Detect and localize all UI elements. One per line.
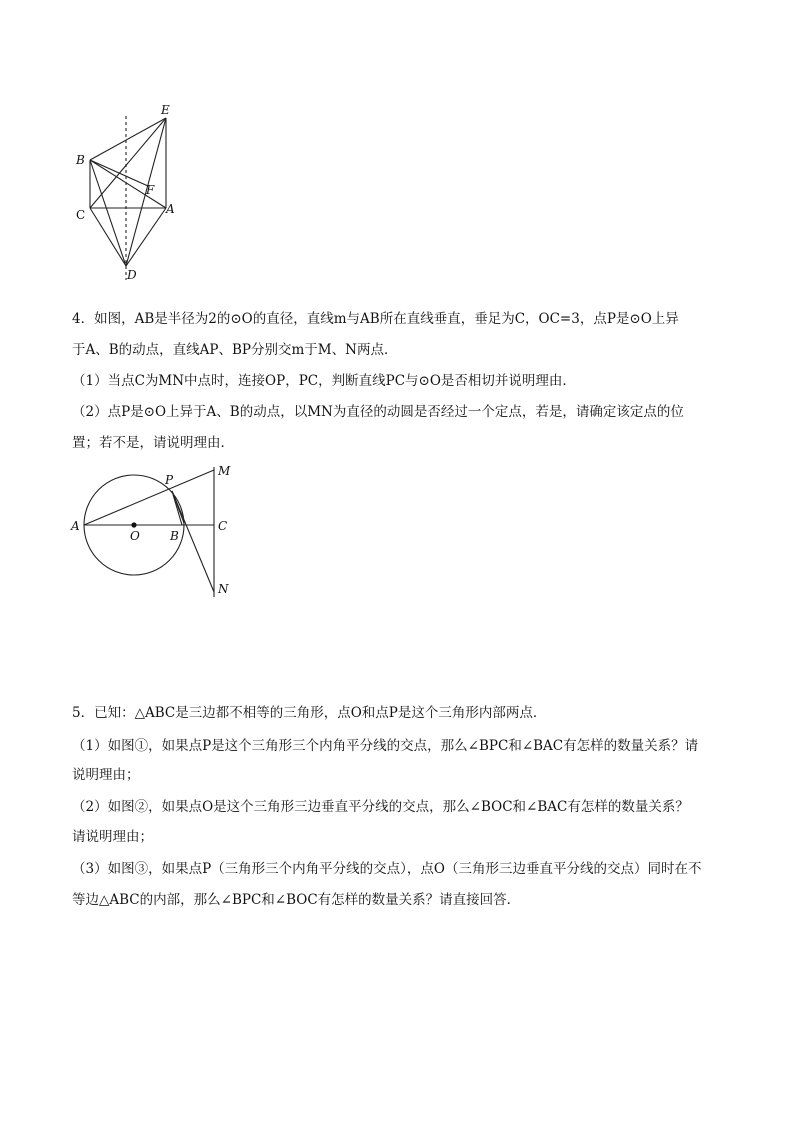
label-A: A — [71, 519, 80, 533]
q4-line-2: 于A、B的动点，直线AP、BP分别交m于M、N两点． — [72, 342, 398, 358]
center-dot-O — [131, 522, 136, 527]
label-E: E — [161, 103, 170, 117]
label-C: C — [76, 208, 86, 222]
q5-line-4: （2）如图②，如果点O是这个三角形三边垂直平分线的交点，那么∠BOC和∠BAC有怎样的数量关系？ — [72, 799, 689, 815]
segment-BD — [90, 160, 126, 266]
q5-line-6: （3）如图③，如果点P（三角形三个内角平分线的交点），点O（三角形三边垂直平分线的交点）同时在不 — [72, 861, 702, 877]
q4-line-4: （2）点P是⊙O上异于A、B的动点，以MN为直径的动圆是否经过一个定点，若是，请确定该定点的位 — [72, 404, 684, 420]
segment-BE — [90, 118, 166, 160]
label-B: B — [76, 153, 85, 167]
label-N: N — [218, 582, 229, 596]
label-A: A — [166, 202, 175, 216]
q5-line-7: 等边△ABC的内部，那么∠BPC和∠BOC有怎样的数量关系？请直接回答． — [72, 892, 521, 908]
segment-CD — [90, 208, 126, 266]
figure-1 — [60, 98, 200, 288]
segment-AD — [126, 208, 166, 266]
segment-BA — [90, 160, 166, 208]
label-C: C — [218, 519, 228, 533]
q5-line-1: 5．已知：△ABC是三边都不相等的三角形，点O和点P是这个三角形内部两点． — [72, 705, 547, 721]
label-O: O — [130, 529, 140, 543]
label-D: D — [127, 268, 137, 282]
q5-line-2: （1）如图①，如果点P是这个三角形三个内角平分线的交点，那么∠BPC和∠BAC有怎样的数量关系？请 — [72, 738, 699, 754]
q4-line-5: 置；若不是，请说明理由． — [72, 435, 234, 451]
q4-line-3: （1）当点C为MN中点时，连接OP，PC，判断直线PC与⊙O是否相切并说明理由． — [72, 373, 576, 389]
label-P: P — [165, 473, 174, 487]
figure-1-diagram — [60, 98, 200, 288]
label-F: F — [146, 183, 155, 197]
q5-line-3: 说明理由； — [72, 767, 140, 783]
line-AM — [84, 470, 214, 525]
q4-line-1: 4．如图，AB是半径为2的⊙O的直径，直线m与AB所在直线垂直，垂足为C，OC=3，点P是⊙O上异 — [72, 311, 679, 327]
figure-2-diagram — [66, 462, 246, 604]
segment-BF — [90, 160, 148, 186]
q5-line-5: 请说明理由； — [72, 829, 153, 845]
figure-2 — [66, 462, 246, 604]
label-M: M — [218, 464, 231, 478]
segment-PB-2 — [172, 491, 184, 523]
label-B: B — [170, 529, 179, 543]
